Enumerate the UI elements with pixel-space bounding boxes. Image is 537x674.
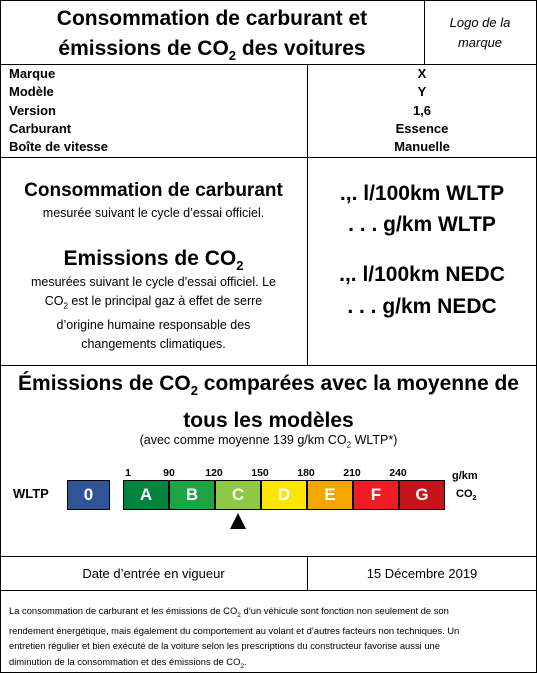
disclaimer-line-1-subscript: 2: [237, 611, 241, 619]
spec-label-fuel: Carburant: [9, 121, 72, 136]
comparison-subtitle-subscript: 2: [346, 440, 352, 450]
disclaimer-line-3: entretien régulier et bien exécuté de la voiture selon les prescriptions du constructeur favorise aussi une: [9, 640, 440, 652]
divider-specs: [0, 157, 537, 158]
scale-tick: 210: [343, 467, 361, 479]
title-line-2-text: émissions de CO: [58, 37, 229, 60]
spec-label-model: Modèle: [9, 84, 54, 99]
scale-class-a: A: [123, 480, 169, 510]
emissions-text-line-3: d’origine humaine responsable des: [56, 317, 251, 332]
wltp-consumption-value: .,. l/100km WLTP: [339, 182, 505, 205]
divider-footer-bottom: [0, 590, 537, 591]
scale-class-b: B: [169, 480, 215, 510]
emissions-heading-subscript: 2: [236, 258, 244, 274]
divider-values: [0, 365, 537, 366]
title-line-2-end: des voitures: [236, 37, 366, 60]
divider-comparison: [0, 556, 537, 557]
logo-line-1: Logo de la: [449, 15, 511, 30]
title-line-1: Consommation de carburant et: [56, 7, 368, 30]
scale-class-g: G: [399, 480, 445, 510]
spec-value-gearbox: Manuelle: [394, 139, 450, 154]
page-title: [0, 4, 424, 71]
consumption-heading: Consommation de carburant: [24, 180, 283, 201]
scale-tick: 90: [163, 467, 175, 479]
spec-value-fuel: Essence: [395, 121, 449, 136]
scale-tick: 120: [205, 467, 223, 479]
scale-class-c: C: [215, 480, 261, 510]
disclaimer-line-1: [9, 603, 529, 623]
disclaimer-line-4: [9, 654, 529, 674]
comparison-title: [0, 369, 537, 436]
disclaimer-line-4-text: diminution de la consommation et des émissions de CO: [9, 655, 241, 667]
emissions-text-line-2: [0, 292, 307, 316]
spec-label-version: Version: [9, 103, 56, 118]
spec-value-brand: X: [417, 66, 427, 81]
comparison-title-text: Émissions de CO: [18, 372, 191, 395]
brand-logo-placeholder: [425, 13, 535, 53]
scale-class-zero: 0: [67, 480, 110, 510]
scale-unit-subscript: 2: [472, 495, 477, 503]
scale-class-f: F: [353, 480, 399, 510]
emissions-text-subscript: 2: [63, 301, 68, 311]
scale-unit-line-2: [452, 487, 478, 506]
scale-row-label: WLTP: [13, 486, 49, 501]
scale-tick: 150: [251, 467, 269, 479]
comparison-subtitle-end: WLTP*): [351, 433, 398, 447]
spec-value-model: Y: [417, 84, 427, 99]
spec-label-brand: Marque: [9, 66, 56, 81]
scale-unit: [452, 469, 478, 506]
current-class-pointer-icon: [230, 513, 246, 529]
logo-line-2: marque: [457, 35, 503, 50]
comparison-title-subscript: 2: [190, 383, 198, 399]
emissions-heading-text: Emissions de CO: [63, 247, 237, 270]
emissions-text-co: CO: [44, 294, 64, 308]
scale-tick: 1: [125, 467, 131, 479]
emissions-text-line-2-end: est le principal gaz à effet de serre: [67, 294, 263, 308]
nedc-consumption-value: .,. l/100km NEDC: [339, 263, 505, 286]
wltp-emissions-value: . . . g/km WLTP: [348, 213, 496, 236]
effective-date-value: 15 Décembre 2019: [366, 566, 478, 581]
spec-value-version: 1,6: [412, 103, 432, 118]
spec-label-gearbox: Boîte de vitesse: [9, 139, 108, 154]
disclaimer-line-4-subscript: 2: [240, 662, 244, 670]
nedc-emissions-value: . . . g/km NEDC: [347, 295, 497, 318]
effective-date-label: Date d’entrée en vigueur: [82, 566, 225, 581]
emissions-text-line-1: mesurées suivant le cycle d’essai officiel. Le: [30, 275, 277, 289]
scale-unit-line-1: g/km: [452, 470, 478, 482]
comparison-title-line-2: tous les modèles: [183, 409, 354, 433]
emissions-text-line-4: changements climatiques.: [81, 336, 226, 351]
scale-tick: 240: [389, 467, 407, 479]
disclaimer-line-2: rendement énergétique, mais également du comportement au volant et d’autres facteurs non techniques. Un: [9, 625, 460, 637]
scale-tick: 180: [297, 467, 315, 479]
scale-class-e: E: [307, 480, 353, 510]
disclaimer: [9, 603, 529, 674]
title-subscript: 2: [228, 48, 237, 64]
scale-unit-co: CO: [456, 488, 473, 500]
disclaimer-line-4-end: .: [244, 655, 247, 667]
comparison-subtitle: [0, 431, 537, 455]
comparison-subtitle-text: (avec comme moyenne 139 g/km CO: [139, 433, 347, 447]
comparison-title-line-1: [0, 369, 537, 406]
comparison-title-line-1-end: comparées avec la moyenne de: [197, 372, 519, 395]
disclaimer-line-1-text: La consommation de carburant et les émissions de CO: [9, 605, 238, 616]
consumption-text: mesurée suivant le cycle d’essai officiel.: [42, 206, 265, 220]
disclaimer-line-1-end: d’un véhicule sont fonction non seulement de son: [240, 605, 449, 616]
scale-class-d: D: [261, 480, 307, 510]
emissions-text: [0, 273, 307, 354]
